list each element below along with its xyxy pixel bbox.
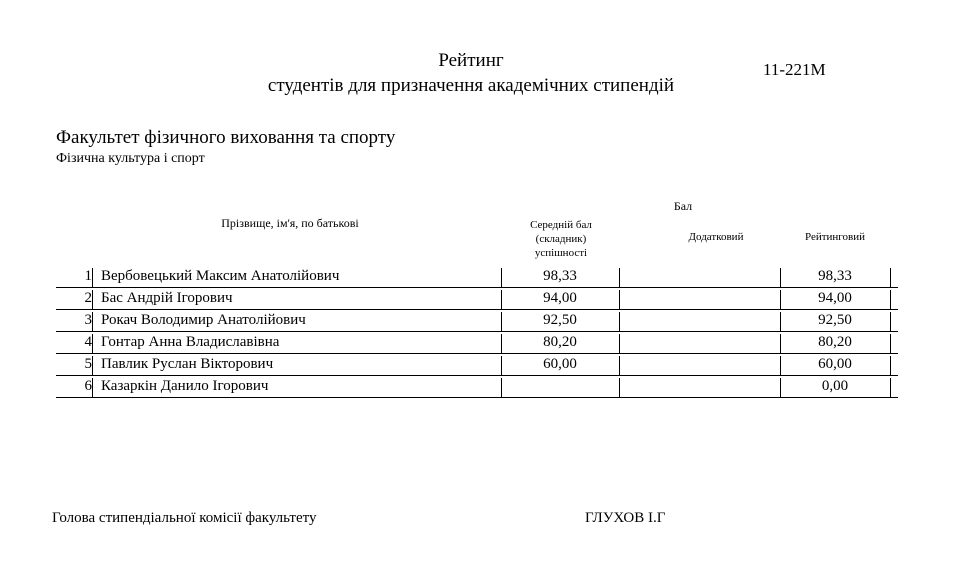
column-divider [780,334,781,354]
rating-score: 60,00 [818,356,852,372]
student-name: Павлик Руслан Вікторович [101,356,274,372]
row-number: 6 [84,378,92,394]
column-header-average: Середній бал (складник) успішності [530,219,592,259]
table-row [56,288,898,310]
column-divider [501,290,502,310]
faculty-name: Факультет фізичного виховання та спорту [56,127,396,148]
group-code: 11-221М [763,60,826,79]
row-number: 1 [84,268,92,284]
row-number: 3 [84,312,92,328]
column-divider [890,378,891,398]
average-score: 92,50 [543,312,577,328]
column-divider [619,378,620,398]
column-divider [619,334,620,354]
column-divider [501,268,502,288]
column-divider [890,268,891,288]
table-row [56,354,898,376]
average-score: 94,00 [543,290,577,306]
column-divider [92,378,93,398]
column-divider [92,290,93,310]
column-divider [501,334,502,354]
rating-score: 0,00 [821,378,849,394]
rating-score: 92,50 [818,312,852,328]
average-score: 98,33 [543,268,577,284]
column-divider [890,334,891,354]
row-number: 2 [84,290,92,306]
rating-score: 80,20 [818,334,852,350]
student-name: Казаркін Данило Ігорович [101,378,269,394]
column-divider [890,312,891,332]
student-name: Вербовецький Максим Анатолійович [101,268,340,284]
table-row [56,376,898,398]
student-name: Бас Андрій Ігорович [101,290,233,306]
column-divider [92,268,93,288]
column-divider [780,268,781,288]
signature-name: ГЛУХОВ І.Г [585,510,666,526]
student-name: Рокач Володимир Анатолійович [101,312,306,328]
average-score: 60,00 [543,356,577,372]
column-divider [92,334,93,354]
specialty-name: Фізична культура і спорт [56,151,205,166]
document-title: Рейтинг [438,50,504,71]
column-divider [619,312,620,332]
row-number: 5 [84,356,92,372]
rating-score: 94,00 [818,290,852,306]
column-header-name: Прізвище, ім'я, по батькові [221,216,359,230]
document-subtitle: студентів для призначення академічних стипендій [267,75,675,96]
column-divider [780,356,781,376]
row-number: 4 [84,334,92,350]
column-divider [92,356,93,376]
column-divider [92,312,93,332]
student-name: Гонтар Анна Владиславівна [101,334,280,350]
average-score: 80,20 [543,334,577,350]
column-header-rating: Рейтинговий [804,231,866,243]
table-row [56,332,898,354]
column-divider [501,312,502,332]
column-group-header-score: Бал [673,199,693,213]
column-divider [619,290,620,310]
column-divider [501,356,502,376]
column-divider [890,356,891,376]
column-divider [780,312,781,332]
column-divider [619,356,620,376]
column-divider [619,268,620,288]
table-row [56,266,898,288]
column-divider [501,378,502,398]
column-divider [780,378,781,398]
rating-score: 98,33 [818,268,852,284]
column-divider [890,290,891,310]
column-header-additional: Додатковий [688,231,744,243]
row-divider [56,397,898,398]
table-row [56,310,898,332]
column-divider [780,290,781,310]
signature-label: Голова стипендіальної комісії факультету [52,510,317,526]
